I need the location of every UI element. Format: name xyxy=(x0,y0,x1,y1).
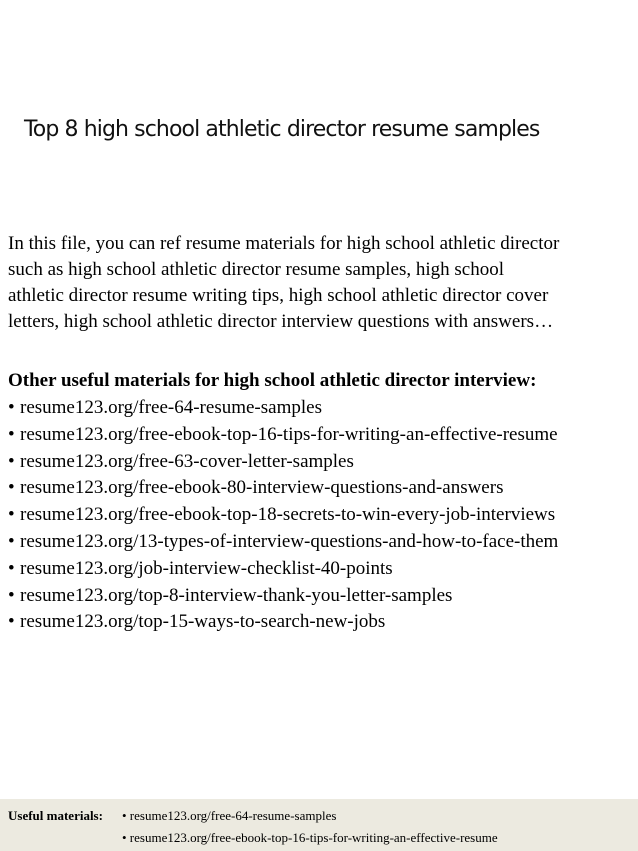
bullet-icon: • xyxy=(8,611,15,633)
list-item xyxy=(8,583,634,610)
intro-line: such as high school athletic director resume samples, high school xyxy=(8,259,504,280)
list-item xyxy=(8,529,634,556)
list-item xyxy=(8,422,634,449)
list-item xyxy=(8,449,634,476)
list-item xyxy=(8,556,634,583)
material-link[interactable]: resume123.org/free-63-cover-letter-samples xyxy=(20,450,354,472)
materials-list xyxy=(8,395,634,636)
materials-section xyxy=(8,367,634,636)
intro-line: letters, high school athletic director interview questions with answers… xyxy=(8,311,554,332)
material-link[interactable]: resume123.org/free-ebook-top-16-tips-for-writing-an-effective-resume xyxy=(20,423,558,445)
bullet-icon: • xyxy=(8,557,15,579)
footer-link[interactable]: • resume123.org/free-64-resume-samples xyxy=(122,808,337,823)
material-link[interactable]: resume123.org/job-interview-checklist-40-points xyxy=(20,557,393,579)
material-link[interactable]: resume123.org/top-8-interview-thank-you-letter-samples xyxy=(20,584,453,606)
footer-label xyxy=(8,808,103,824)
intro-paragraph xyxy=(8,231,632,335)
footer-label-text: Useful materials xyxy=(8,808,99,823)
bullet-icon: • xyxy=(8,530,15,552)
page-title: Top 8 high school athletic director resume samples xyxy=(24,117,540,142)
material-link[interactable]: resume123.org/free-ebook-80-interview-questions-and-answers xyxy=(20,477,504,499)
list-item xyxy=(8,475,634,502)
material-link[interactable]: resume123.org/top-15-ways-to-search-new-jobs xyxy=(20,611,386,633)
intro-line: In this file, you can ref resume materials for high school athletic director xyxy=(8,233,560,254)
bullet-icon: • xyxy=(8,423,15,445)
material-link[interactable]: resume123.org/free-ebook-top-18-secrets-to-win-every-job-interviews xyxy=(20,504,556,526)
bullet-icon: • xyxy=(8,584,15,606)
intro-line: athletic director resume writing tips, high school athletic director cover xyxy=(8,285,549,306)
footer-label-separator: : xyxy=(98,808,103,823)
list-item xyxy=(8,502,634,529)
material-link[interactable]: resume123.org/free-64-resume-samples xyxy=(20,397,322,418)
bullet-icon: • xyxy=(8,397,15,418)
bullet-icon: • xyxy=(8,504,15,526)
bullet-icon: • xyxy=(8,477,15,499)
material-link[interactable]: resume123.org/13-types-of-interview-questions-and-how-to-face-them xyxy=(20,530,559,552)
footer-link[interactable]: • resume123.org/free-ebook-top-16-tips-for-writing-an-effective-resume xyxy=(122,830,498,845)
list-item xyxy=(8,395,634,422)
footer-bar xyxy=(0,799,638,851)
materials-heading: Other useful materials for high school athletic director interview: xyxy=(8,370,537,391)
list-item xyxy=(8,609,634,636)
bullet-icon: • xyxy=(8,450,15,472)
